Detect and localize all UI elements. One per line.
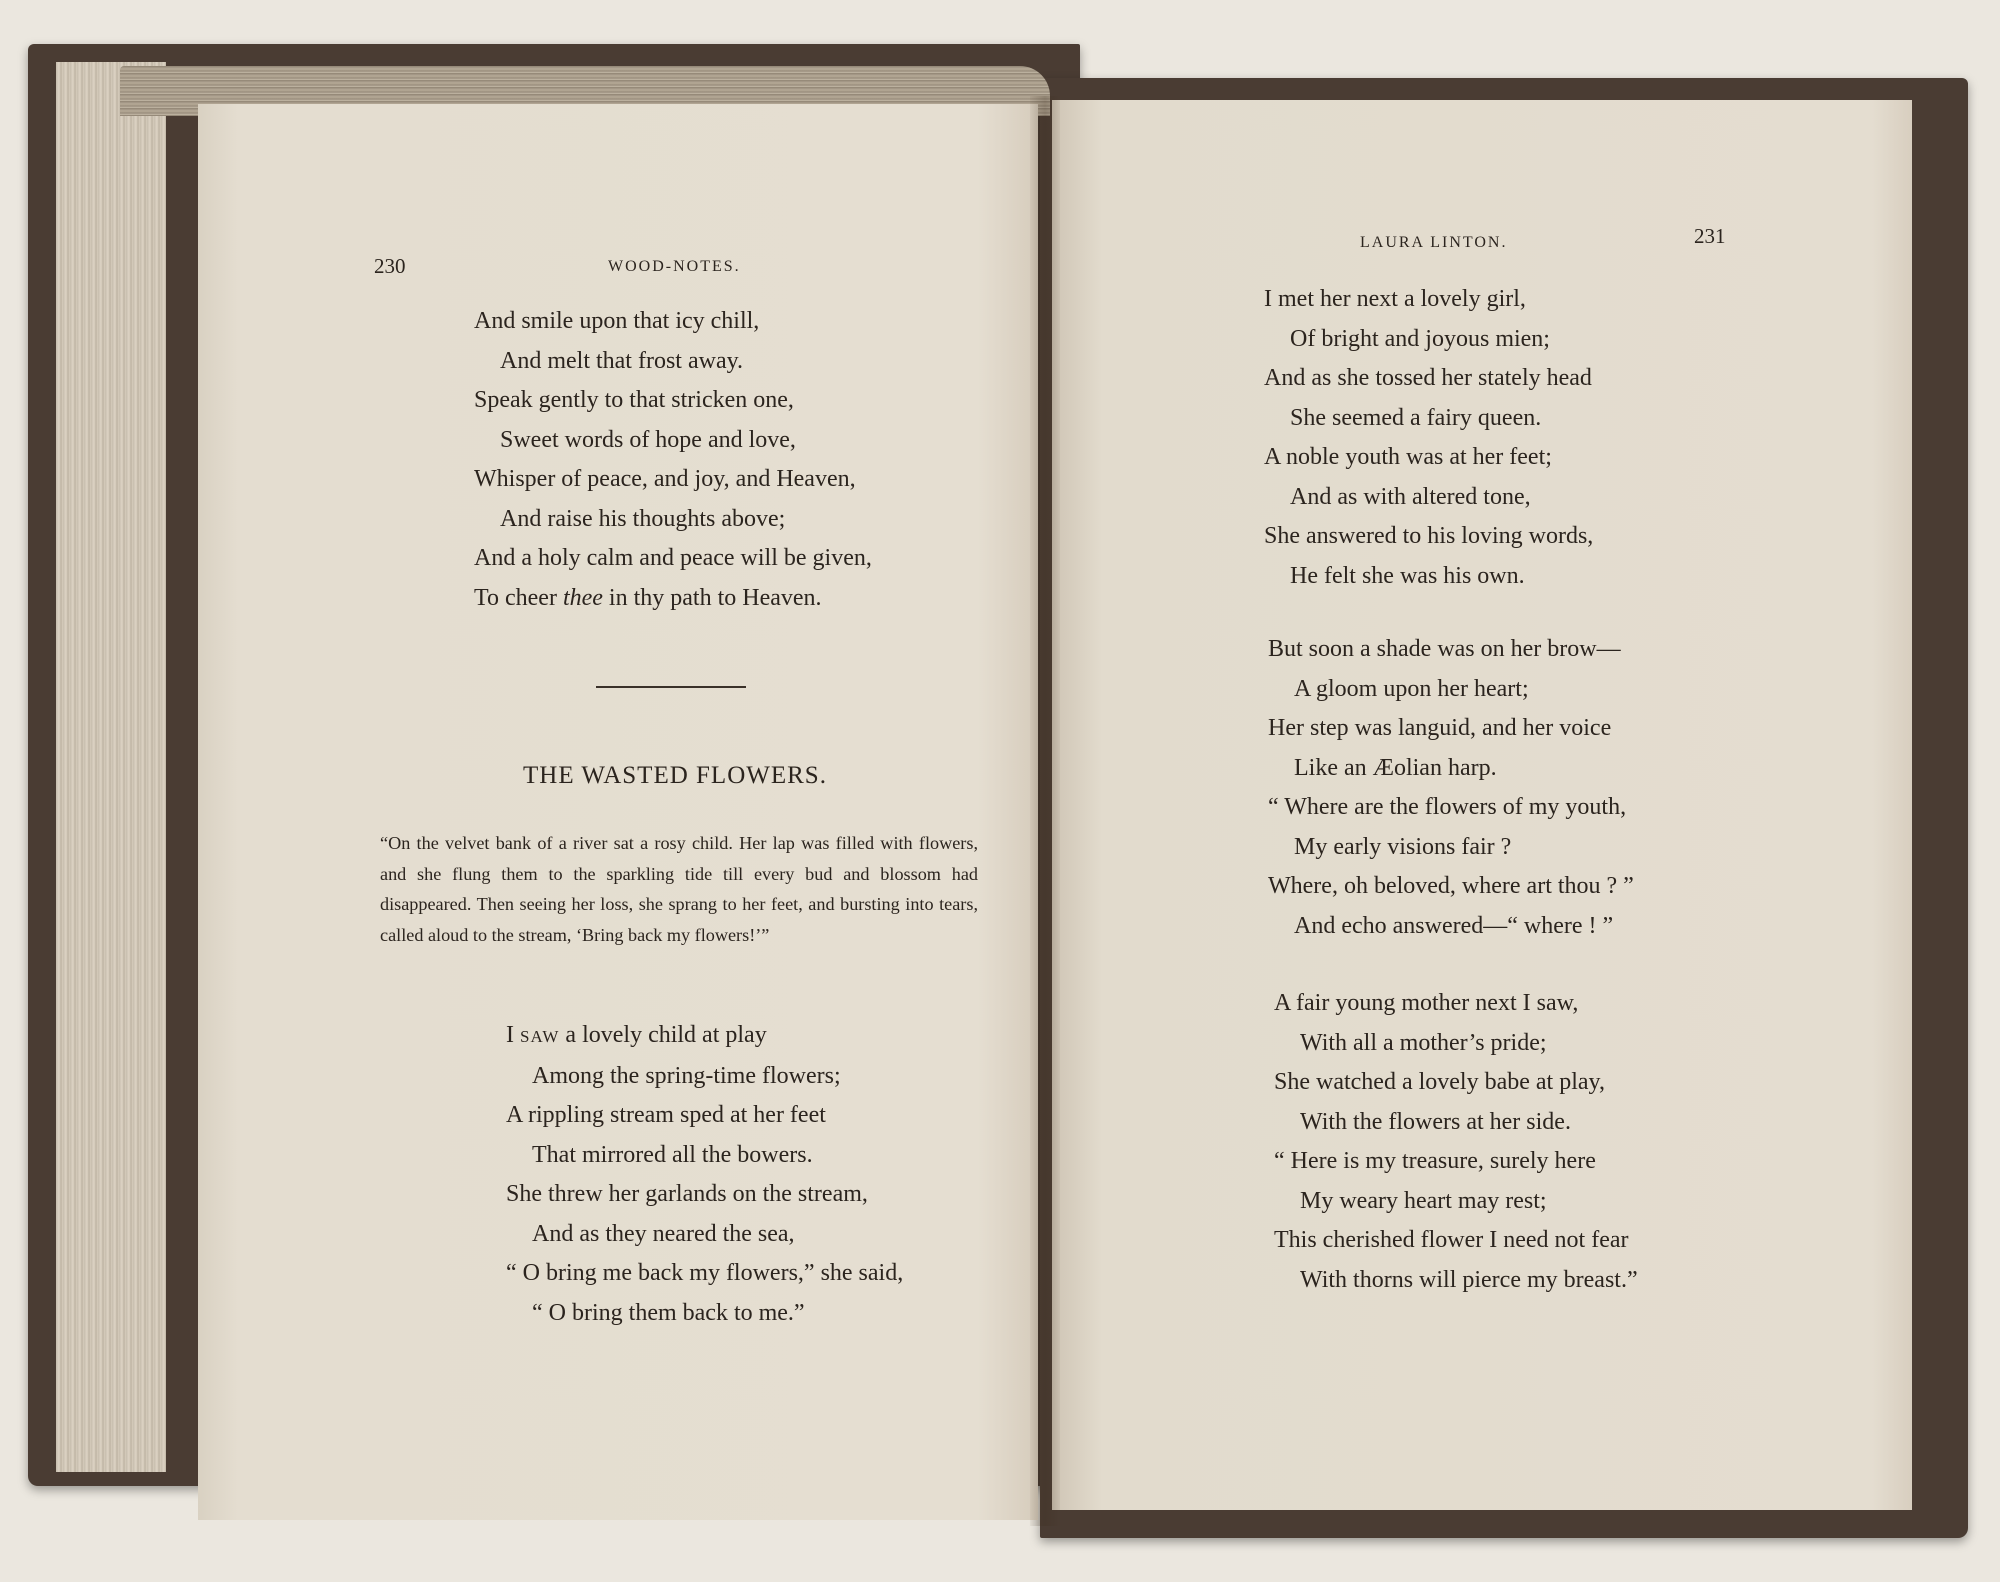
verse-line: Sweet words of hope and love, <box>500 426 796 453</box>
right-page <box>1052 100 1912 1510</box>
verse-line: “ O bring them back to me.” <box>532 1299 805 1326</box>
verse-line: Like an Æolian harp. <box>1294 754 1497 781</box>
verse-line: And echo answered—“ where ! ” <box>1294 912 1614 939</box>
verse-line: With thorns will pierce my breast.” <box>1300 1266 1638 1293</box>
verse-line: A fair young mother next I saw, <box>1274 990 1579 1016</box>
verse-line: This cherished flower I need not fear <box>1274 1227 1629 1253</box>
verse-line: She seemed a fairy queen. <box>1290 404 1542 431</box>
verse-line: A noble youth was at her feet; <box>1264 444 1552 470</box>
verse-line: That mirrored all the bowers. <box>532 1141 813 1168</box>
verse-line: My early visions fair ? <box>1294 833 1512 860</box>
verse-line: “ Here is my treasure, surely here <box>1274 1148 1596 1174</box>
verse-line: And a holy calm and peace will be given, <box>474 545 872 571</box>
verse-line: With all a mother’s pride; <box>1300 1029 1547 1056</box>
verse-line: A gloom upon her heart; <box>1294 675 1529 702</box>
verse-line: And raise his thoughts above; <box>500 505 786 532</box>
stanza <box>1268 630 1634 946</box>
verse-line: And melt that frost away. <box>500 347 744 374</box>
verse-line: My weary heart may rest; <box>1300 1187 1547 1214</box>
verse-line: She threw her garlands on the stream, <box>506 1181 868 1207</box>
verse-line: “ Where are the flowers of my youth, <box>1268 794 1627 820</box>
verse-line: Of bright and joyous mien; <box>1290 325 1550 352</box>
verse-line: And smile upon that icy chill, <box>474 308 760 334</box>
stanza <box>1274 984 1638 1300</box>
left-page <box>198 104 1038 1520</box>
page-number: 231 <box>1694 224 1726 248</box>
poem-title: THE WASTED FLOWERS. <box>523 762 827 789</box>
page-number: 230 <box>374 254 406 278</box>
verse-line: With the flowers at her side. <box>1300 1108 1571 1135</box>
epigraph: “On the velvet bank of a river sat a rosy child. Her lap was filled with flowers, and she flung them to the sparkling tide till every bud and blossom had disappeared. Then seeing her loss, she sprang to her feet, and bursting into tears, called aloud to the stream, ‘Bring back my flowers!’” <box>380 833 978 945</box>
verse-line: Her step was languid, and her voice <box>1268 715 1612 741</box>
running-head: LAURA LINTON. <box>1360 234 1508 251</box>
verse-line: But soon a shade was on her brow— <box>1268 636 1621 662</box>
emphasis-word: thee <box>562 584 603 611</box>
verse-line: Speak gently to that stricken one, <box>474 387 794 413</box>
verse-line: And as she tossed her stately head <box>1264 365 1592 391</box>
verse-line: Among the spring-time flowers; <box>532 1062 841 1089</box>
verse-line: I met her next a lovely girl, <box>1264 286 1526 312</box>
verse-line: A rippling stream sped at her feet <box>506 1102 826 1128</box>
stanza <box>1264 280 1593 596</box>
verse-line: She answered to his loving words, <box>1264 523 1594 549</box>
verse-line: Where, oh beloved, where art thou ? ” <box>1268 873 1634 899</box>
verse-line: And as they neared the sea, <box>532 1220 795 1247</box>
page-edges <box>56 62 166 1472</box>
verse-line: She watched a lovely babe at play, <box>1274 1069 1605 1095</box>
poem-body <box>506 1016 903 1333</box>
verse-line: And as with altered tone, <box>1290 483 1531 510</box>
section-rule <box>596 686 746 688</box>
verse-line: Whisper of peace, and joy, and Heaven, <box>474 466 856 492</box>
running-head: WOOD-NOTES. <box>608 258 741 275</box>
book-gutter <box>1030 96 1060 1526</box>
verse-line: “ O bring me back my flowers,” she said, <box>506 1260 904 1286</box>
poem-continuation <box>474 302 872 618</box>
verse-line-first: I SAW a lovely child at play <box>506 1022 767 1048</box>
verse-line-last: To cheer thee in thy path to Heaven. <box>474 584 822 611</box>
verse-line: He felt she was his own. <box>1290 562 1525 589</box>
